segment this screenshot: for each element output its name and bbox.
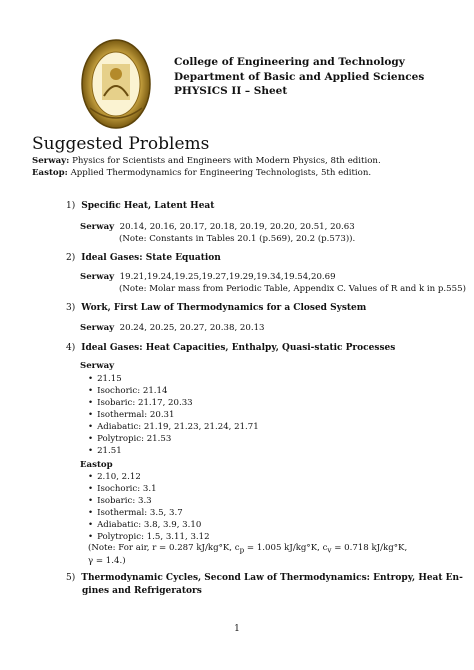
ref-text: Physics for Scientists and Engineers with Modern Physics, 8th edition. [72,156,381,166]
ref-label: Serway: [32,156,70,166]
item-5-heading-cont: gines and Refrigerators [82,586,202,596]
item-5-heading: 5) Thermodynamic Cycles, Second Law of Thermodynamics: Entropy, Heat En- [66,573,463,583]
item-4-note-line1: (Note: For air, r = 0.287 kJ/kg°K, $c_p = 1.005$ kJ/kg°K, $c_v = 0.718$ kJ/kg°K, [88,543,408,555]
list-item: • 2.10, 2.12 [88,472,141,482]
list-item: • Polytropic: 1.5, 3.11, 3.12 [88,532,210,542]
university-crest-logo [80,38,152,130]
reference-eastop [32,168,371,178]
list-item: • Adiabatic: 3.8, 3.9, 3.10 [88,520,202,530]
item-4-note-line2: γ = 1.4.) [88,556,126,566]
college-name: College of Engineering and Technology [174,56,405,68]
item-4-heading: 4) Ideal Gases: Heat Capacities, Enthalpy, Quasi-static Processes [66,343,396,353]
list-item: • Isochoric: 3.1 [88,484,157,494]
list-item: • Polytropic: 21.53 [88,434,172,444]
item-2-problems: Serway 19.21,19.24,19.25,19.27,19.29,19.34,19.54,20.69 [80,272,336,282]
item-1-note: (Note: Constants in Tables 20.1 (p.569), 20.2 (p.573)). [119,234,356,244]
item-1-problems: Serway 20.14, 20.16, 20.17, 20.18, 20.19, 20.20, 20.51, 20.63 [80,222,355,232]
list-item: • Isobaric: 3.3 [88,496,152,506]
list-item: • Isothermal: 20.31 [88,410,175,420]
item-2-note: (Note: Molar mass from Periodic Table, Appendix C. Values of R and k in p.555) [119,284,466,294]
item-1-heading: 1) Specific Heat, Latent Heat [66,201,215,211]
institution-header [174,55,424,99]
list-item: • Isobaric: 21.17, 20.33 [88,398,193,408]
item-3-heading: 3) Work, First Law of Thermodynamics for a Closed System [66,303,367,313]
list-item: • 21.15 [88,374,122,384]
ref-label: Eastop: [32,168,68,178]
list-item: • Isothermal: 3.5, 3.7 [88,508,183,518]
sheet-title: PHYSICS II – Sheet [174,85,288,97]
list-item: • Adiabatic: 21.19, 21.23, 21.24, 21.71 [88,422,259,432]
department-name: Department of Basic and Applied Sciences [174,70,425,83]
item-3-problems: Serway 20.24, 20.25, 20.27, 20.38, 20.13 [80,323,265,333]
list-item: • Isochoric: 21.14 [88,386,168,396]
reference-serway [32,156,381,166]
item-2-heading: 2) Ideal Gases: State Equation [66,253,221,263]
item-4-serway-label: Serway [80,361,115,371]
ref-text: Applied Thermodynamics for Engineering Technologists, 5th edition. [70,168,372,178]
section-title: Suggested Problems [32,134,210,154]
item-4-eastop-label: Eastop [80,460,113,470]
page-number: 1 [234,624,240,634]
list-item: • 21.51 [88,446,122,456]
